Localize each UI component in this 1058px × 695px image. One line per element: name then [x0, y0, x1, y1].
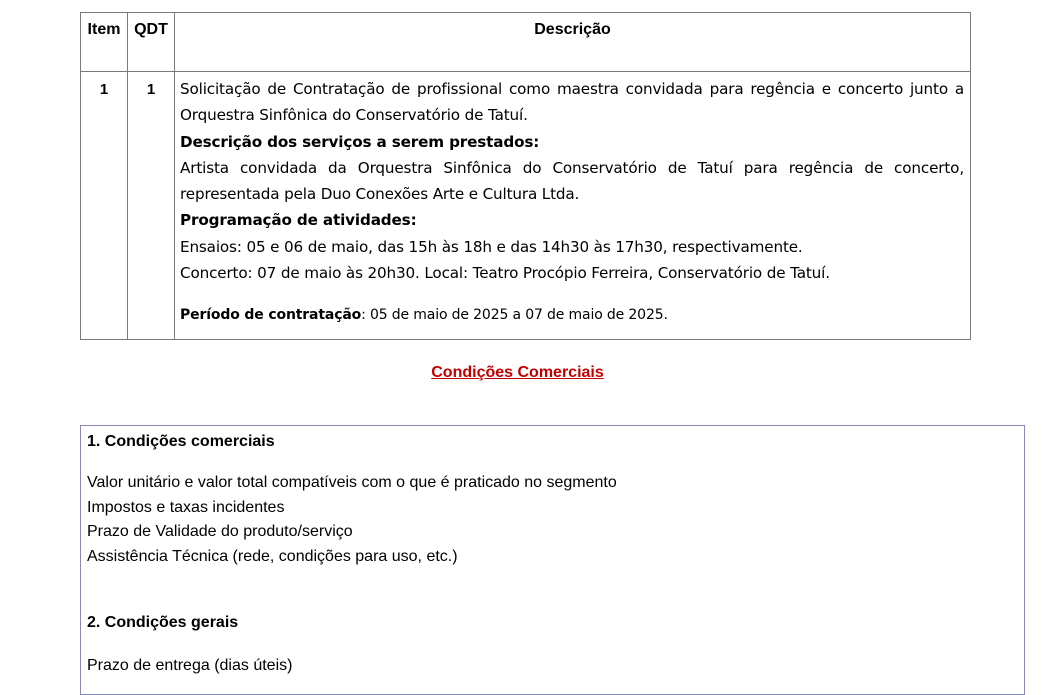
conditions-heading-1: 1. Condições comerciais: [87, 433, 275, 450]
program-heading: Programação de atividades:: [180, 211, 417, 230]
header-qdt: QDT: [128, 13, 175, 72]
period-label: Período de contratação: [180, 307, 362, 324]
header-descricao: Descrição: [175, 13, 971, 72]
services-heading: Descrição dos serviços a serem prestados:: [180, 132, 540, 151]
header-item: Item: [81, 13, 128, 72]
period: [180, 302, 964, 328]
services-text: Artista convidada da Orquestra Sinfônica do Conservatório de Tatuí para regência de concerto, representada pela Duo Conexões Arte e Cultura Ltda.: [180, 158, 964, 204]
list-item: Impostos e taxas incidentes: [87, 498, 285, 516]
cell-qdt: 1: [128, 72, 175, 340]
items-table: [80, 12, 971, 340]
list-item: Valor unitário e valor total compatíveis com o que é praticado no segmento: [87, 474, 617, 491]
list-item: Prazo de entrega (dias úteis): [87, 657, 293, 674]
program-line-2: Concerto: 07 de maio às 20h30. Local: Teatro Procópio Ferreira, Conservatório de Tatuí.: [180, 264, 830, 283]
program-line-1: Ensaios: 05 e 06 de maio, das 15h às 18h e das 14h30 às 17h30, respectivamente.: [180, 237, 803, 256]
request-text: Solicitação de Contratação de profissional como maestra convidada para regência e concerto junto a Orquestra Sinfônica do Conservatório de Tatuí.: [180, 80, 964, 125]
table-header-row: [81, 13, 971, 72]
period-value: : 05 de maio de 2025 a 07 de maio de 2025.: [361, 307, 668, 324]
cell-descricao: [175, 72, 971, 340]
conditions-list-1: [87, 471, 1024, 569]
conditions-box: [80, 425, 1025, 695]
cell-item: 1: [81, 72, 128, 340]
section-title: Condições Comerciais: [431, 364, 604, 381]
list-item: Assistência Técnica (rede, condições para uso, etc.): [87, 547, 458, 565]
conditions-list-2: [87, 654, 1024, 678]
table-row: [81, 72, 971, 340]
conditions-heading-2: 2. Condições gerais: [87, 614, 239, 631]
list-item: Prazo de Validade do produto/serviço: [87, 523, 353, 540]
